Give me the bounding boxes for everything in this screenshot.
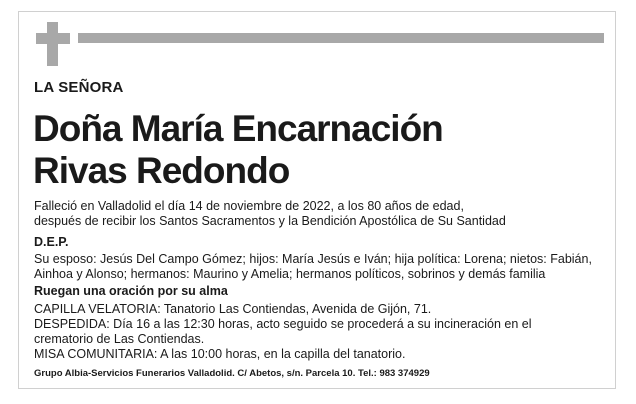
header-rule [78, 33, 604, 43]
prayer-request: Ruegan una oración por su alma [34, 284, 228, 298]
name-line-1: Doña María Encarnación [33, 108, 443, 149]
family-line-2: Ainhoa y Alonso; hermanos: Maurino y Amelia; hermanos políticos, sobrinos y demás familia [34, 267, 546, 281]
heading: LA SEÑORA [34, 79, 124, 96]
cross-icon [36, 22, 70, 66]
family-line-1: Su esposo: Jesús Del Campo Gómez; hijos: María Jesús e Iván; hija política: Lorena; nietos: Fabián, [34, 252, 592, 266]
mass-info: MISA COMUNITARIA: A las 10:00 horas, en la capilla del tanatorio. [34, 347, 406, 361]
death-notice [34, 199, 609, 229]
death-line-2: después de recibir los Santos Sacramentos y la Bendición Apostólica de Su Santidad [34, 214, 506, 228]
chapel-info: CAPILLA VELATORIA: Tanatorio Las Contiendas, Avenida de Gijón, 71. [34, 302, 432, 316]
family-list [34, 252, 609, 282]
farewell-line-1: DESPEDIDA: Día 16 a las 12:30 horas, acto seguido se procederá a su incineración en el [34, 317, 532, 331]
death-line-1: Falleció en Valladolid el día 14 de noviembre de 2022, a los 80 años de edad, [34, 199, 464, 213]
funeral-home-footer: Grupo Albia-Servicios Funerarios Valladolid. C/ Abetos, s/n. Parcela 10. Tel.: 983 374929 [34, 368, 430, 379]
farewell-line-2: crematorio de Las Contiendas. [34, 332, 205, 346]
deceased-name [33, 108, 443, 192]
dep-label: D.E.P. [34, 235, 69, 249]
name-line-2: Rivas Redondo [33, 150, 290, 191]
service-details [34, 302, 609, 362]
